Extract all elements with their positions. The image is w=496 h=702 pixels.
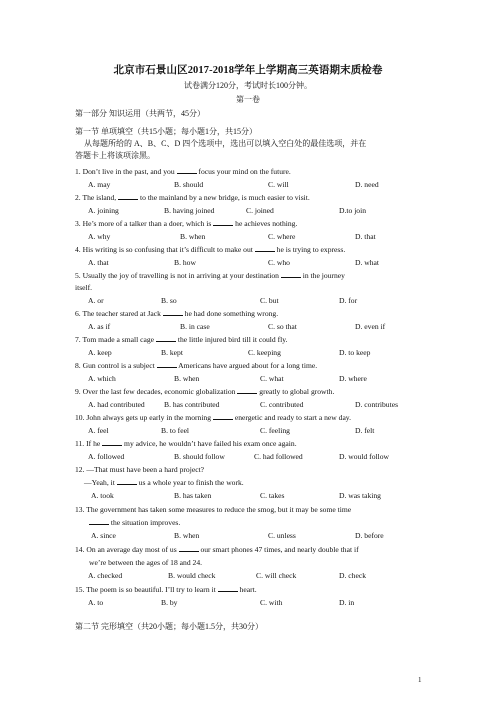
question-9-options xyxy=(88,400,428,409)
option-d: D. for xyxy=(339,296,358,305)
question-12-options xyxy=(88,491,428,500)
answer-blank xyxy=(179,545,199,552)
option-b: B. has taken xyxy=(174,491,212,500)
option-a: A. may xyxy=(88,180,111,189)
option-c: C. will xyxy=(268,180,289,189)
option-d: D. in xyxy=(339,598,355,607)
option-d: D. where xyxy=(339,374,367,383)
option-c: C. what xyxy=(260,374,284,383)
question-6-stem: 6. The teacher stared at Jack he had done something wrong. xyxy=(75,309,279,318)
option-d: D. before xyxy=(355,531,384,540)
exam-title: 北京市石景山区2017-2018学年上学期高三英语期末质检卷 xyxy=(113,65,383,76)
exam-info: 试卷满分120分，考试时长100分钟。 xyxy=(184,81,312,90)
option-b: B. by xyxy=(161,598,178,607)
option-c: C. who xyxy=(268,258,290,267)
option-b: B. in case xyxy=(180,322,210,331)
question-12-stem: 12. —That must have been a hard project? xyxy=(75,465,205,474)
option-c: C. feeling xyxy=(260,426,290,435)
question-15-stem: 15. The poem is so beautiful. I’ll try to learn it heart. xyxy=(75,585,257,594)
option-a: A. followed xyxy=(88,452,125,461)
option-c: C. keeping xyxy=(248,348,281,357)
option-a: A. or xyxy=(88,296,104,305)
answer-blank xyxy=(281,271,301,278)
option-b: B. has contributed xyxy=(164,400,220,409)
option-a: A. feel xyxy=(88,426,109,435)
option-c: C. but xyxy=(260,296,279,305)
option-c: C. takes xyxy=(260,491,285,500)
option-d: D. need xyxy=(355,180,379,189)
question-2-stem: 2. The island, to the mainland by a new bridge, is much easier to visit. xyxy=(75,193,310,202)
question-11-stem: 11. If he my advice, he wouldn’t have failed his exam once again. xyxy=(75,439,297,448)
option-a: A. why xyxy=(88,232,111,241)
answer-blank xyxy=(237,387,257,394)
answer-blank xyxy=(102,439,122,446)
question-8-stem: 8. Gun control is a subject Americans have argued about for a long time. xyxy=(75,361,318,370)
answer-blank xyxy=(118,193,138,200)
option-b: B. so xyxy=(161,296,177,305)
question-13-stem: 13. The government has taken some measures to reduce the smog, but it may be some time xyxy=(75,505,352,514)
question-12-reply: —Yeah, it us a whole year to finish the work. xyxy=(84,478,244,487)
option-b: B. having joined xyxy=(164,206,215,215)
option-a: A. had contributed xyxy=(88,400,145,409)
question-13-options xyxy=(88,531,428,540)
option-c: C. where xyxy=(268,232,296,241)
option-d: D. check xyxy=(339,571,366,580)
volume-label: 第一卷 xyxy=(236,95,260,104)
option-b: B. when xyxy=(174,374,200,383)
question-3-options xyxy=(88,232,428,241)
question-15-options xyxy=(88,598,428,607)
option-d: D.to join xyxy=(339,206,367,215)
question-5-options xyxy=(88,296,428,305)
question-1-stem: 1. Don’t live in the past, and you focus your mind on the future. xyxy=(75,167,291,176)
option-b: B. to feel xyxy=(161,426,190,435)
option-b: B. should follow xyxy=(174,452,225,461)
option-b: B. how xyxy=(174,258,196,267)
option-d: D. to keep xyxy=(339,348,371,357)
answer-blank xyxy=(213,219,233,226)
question-1-options xyxy=(88,180,428,189)
section1-heading: 第一节 单项填空（共15小题；每小题1分，共15分） xyxy=(75,127,257,136)
option-b: B. would check xyxy=(168,571,216,580)
question-4-options xyxy=(88,258,428,267)
question-10-stem: 10. John always gets up early in the morning energetic and ready to start a new day. xyxy=(75,413,352,422)
option-d: D. even if xyxy=(355,322,386,331)
question-3-stem: 3. He’s more of a talker than a doer, which is he achieves nothing. xyxy=(75,219,298,228)
option-d: D. contributes xyxy=(355,400,399,409)
page-number: 1 xyxy=(418,676,422,684)
answer-blank xyxy=(157,361,177,368)
option-a: A. to xyxy=(88,598,104,607)
question-14-stem-cont: we’re between the ages of 18 and 24. xyxy=(89,558,203,567)
option-a: A. since xyxy=(91,531,116,540)
question-11-options xyxy=(88,452,428,461)
option-c: C. so that xyxy=(268,322,297,331)
answer-blank xyxy=(218,585,238,592)
option-a: A. as if xyxy=(88,322,111,331)
option-c: C. will check xyxy=(256,571,297,580)
part1-heading: 第一部分 知识运用（共两节，45分） xyxy=(75,109,205,118)
option-c: C. with xyxy=(260,598,283,607)
section1-instruction-1: 从每题所给的 A、B、C、D 四个选项中，选出可以填入空白处的最佳选项，并在 xyxy=(84,139,367,148)
option-d: D. would follow xyxy=(339,452,389,461)
answer-blank xyxy=(177,167,197,174)
question-14-stem: 14. On an average day most of us our smart phones 47 times, and nearly double that if xyxy=(75,545,359,554)
option-d: D. felt xyxy=(355,426,375,435)
question-7-stem: 7. Tom made a small cage the little injured bird till it could fly. xyxy=(75,335,288,344)
answer-blank xyxy=(255,245,275,252)
option-b: B. kept xyxy=(161,348,183,357)
answer-blank xyxy=(213,413,233,420)
question-5-stem: 5. Usually the joy of travelling is not in arriving at your destination in the journey xyxy=(75,271,345,280)
option-c: C. contributed xyxy=(260,400,304,409)
question-10-options xyxy=(88,426,428,435)
answer-blank xyxy=(163,309,183,316)
option-a: A. checked xyxy=(88,571,123,580)
answer-blank xyxy=(89,518,109,525)
option-d: D. what xyxy=(355,258,380,267)
option-c: C. unless xyxy=(268,531,296,540)
question-8-options xyxy=(88,374,428,383)
section1-instruction-2: 答题卡上将该项涂黑。 xyxy=(75,151,155,160)
option-a: A. that xyxy=(88,258,109,267)
option-a: A. which xyxy=(88,374,116,383)
option-b: B. should xyxy=(174,180,204,189)
question-4-stem: 4. His writing is so confusing that it’s difficult to make out he is trying to express. xyxy=(75,245,346,254)
option-a: A. took xyxy=(91,491,114,500)
question-5-stem-cont: itself. xyxy=(75,283,93,292)
option-a: A. keep xyxy=(88,348,112,357)
option-c: C. joined xyxy=(246,206,274,215)
option-d: D. that xyxy=(355,232,376,241)
option-b: B. when xyxy=(174,531,200,540)
answer-blank xyxy=(117,478,137,485)
option-a: A. joining xyxy=(88,206,119,215)
question-2-options xyxy=(88,206,428,215)
question-9-stem: 9. Over the last few decades, economic globalization greatly to global growth. xyxy=(75,387,335,396)
answer-blank xyxy=(156,335,176,342)
option-d: D. was taking xyxy=(339,491,381,500)
question-6-options xyxy=(88,322,428,331)
question-13-stem-cont: the situation improves. xyxy=(89,518,180,527)
question-14-options xyxy=(88,571,428,580)
option-c: C. had followed xyxy=(254,452,303,461)
option-b: B. when xyxy=(180,232,206,241)
section2-heading: 第二节 完形填空（共20小题；每小题1.5分，共30分） xyxy=(75,622,263,631)
question-7-options xyxy=(88,348,428,357)
